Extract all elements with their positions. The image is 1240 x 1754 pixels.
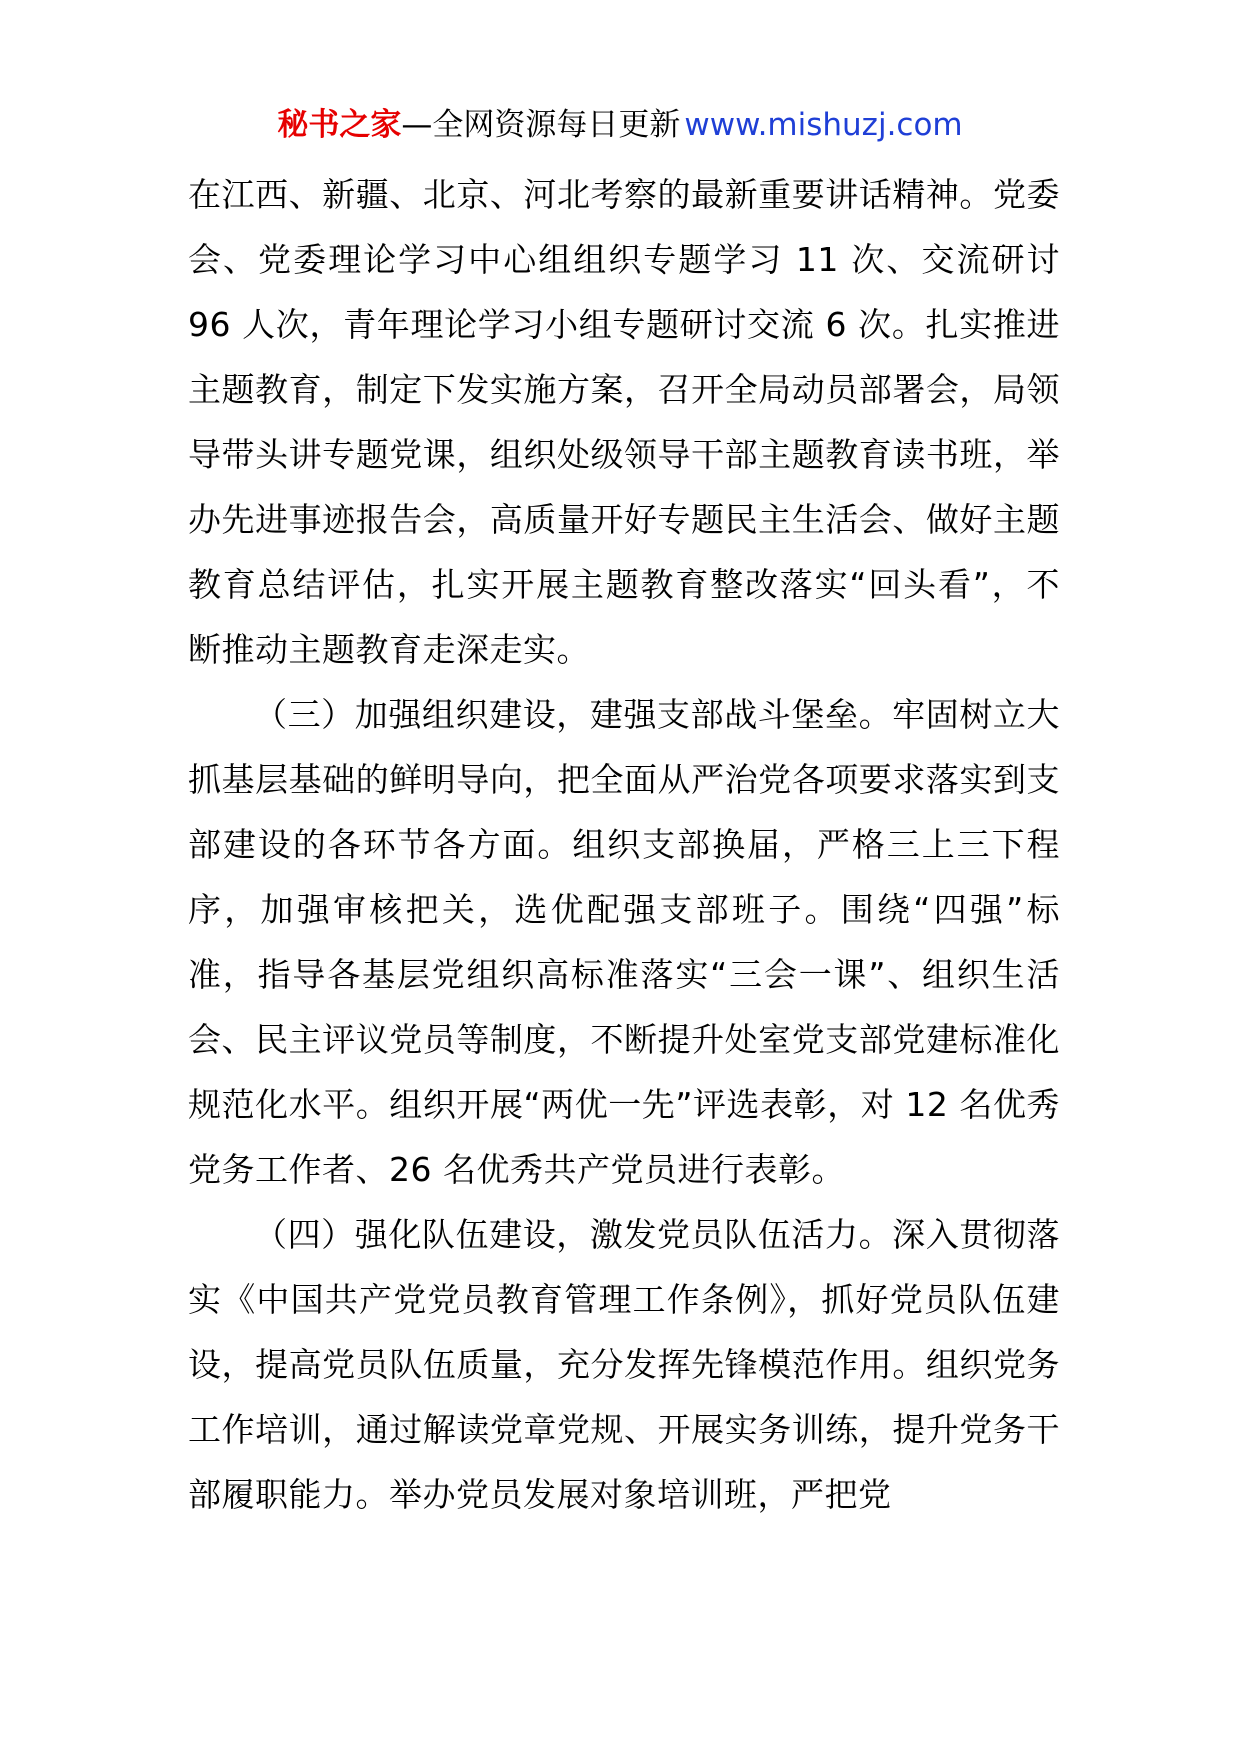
paragraph-section-3: （三）加强组织建设，建强支部战斗堡垒。牢固树立大抓基层基础的鲜明导向，把全面从严治党各项要求落实到支部建设的各环节各方面。组织支部换届，严格三上三下程序，加强审核把关，选优配强支部班子。围绕“四强”标准，指导各基层党组织高标准落实“三会一课”、组织生活会、民主评议党员等制度，不断提升处室党支部党建标准化规范化水平。组织开展“两优一先”评选表彰，对 12 名优秀党务工作者、26 名优秀共产党员进行表彰。: [188, 695, 1060, 1189]
paragraph-section-4: （四）强化队伍建设，激发党员队伍活力。深入贯彻落实《中国共产党党员教育管理工作条例》，抓好党员队伍建设，提高党员队伍质量，充分发挥先锋模范作用。组织党务工作培训，通过解读党章党规、开展实务训练，提升党务干部履职能力。举办党员发展对象培训班，严把党: [188, 1215, 1060, 1514]
document-body: [188, 162, 1060, 1527]
brand-name: 秘书之家: [277, 107, 402, 143]
paragraph: 在江西、新疆、北京、河北考察的最新重要讲话精神。党委会、党委理论学习中心组组织专题学习 11 次、交流研讨 96 人次，青年理论学习小组专题研讨交流 6 次。扎实推进主题教育，制定下发实施方案，召开全局动员部署会，局领导带头讲专题党课，组织处级领导干部主题教育读书班，举办先进事迹报告会，高质量开好专题民主生活会、做好主题教育总结评估，扎实开展主题教育整改落实“回头看”，不断推动主题教育走深走实。: [188, 175, 1060, 669]
page-header: [0, 100, 1240, 150]
site-url-link[interactable]: www.mishuzj.com: [684, 107, 963, 143]
header-tagline: —全网资源每日更新: [401, 107, 681, 143]
